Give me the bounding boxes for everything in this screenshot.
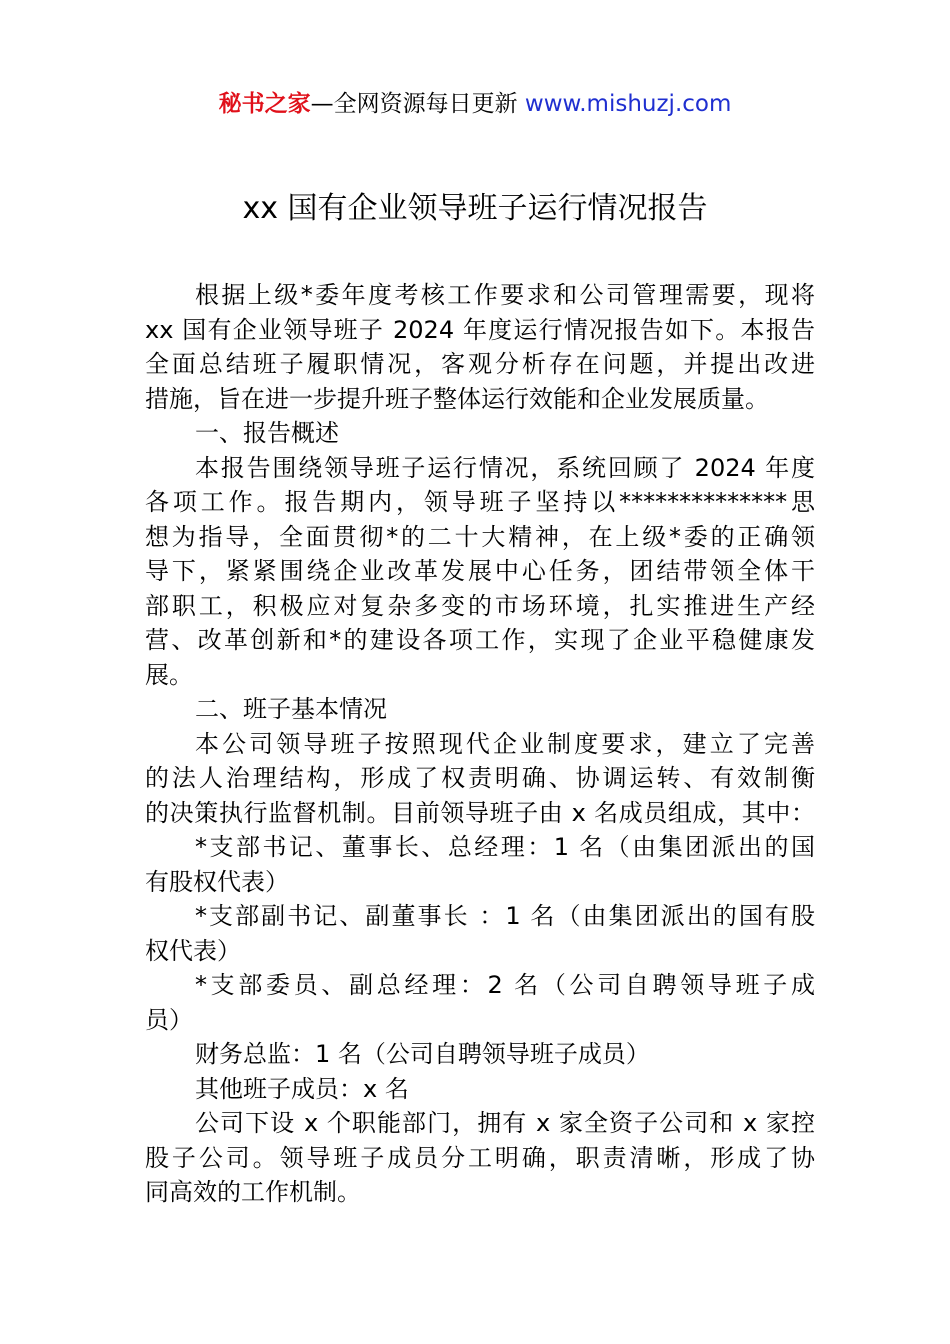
body-text-line: 本公司领导班子按照现代企业制度要求，建立了完善 xyxy=(195,729,815,758)
site-url-link[interactable]: www.mishuzj.com xyxy=(524,91,732,117)
body-text-line: xx 国有企业领导班子 2024 年度运行情况报告如下。本报告 xyxy=(145,315,815,344)
body-text-line: 根据上级*委年度考核工作要求和公司管理需要，现将 xyxy=(195,281,815,309)
body-text-line: 营、改革创新和*的建设各项工作，实现了企业平稳健康发 xyxy=(145,626,815,654)
body-text-line: 财务总监：1 名（公司自聘领导班子成员） xyxy=(195,1040,650,1068)
body-text-line: 各项工作。报告期内，领导班子坚持以**************思 xyxy=(145,488,815,516)
body-text-line: 二、班子基本情况 xyxy=(195,695,387,723)
body-text-line: 员） xyxy=(145,1005,193,1034)
body-text-line: 导下，紧紧围绕企业改革发展中心任务，团结带领全体干 xyxy=(145,557,815,585)
body-text-line: 部职工，积极应对复杂多变的市场环境，扎实推进生产经 xyxy=(145,591,815,620)
body-text-line: *支部副书记、副董事长 ：1 名（由集团派出的国有股 xyxy=(195,902,815,930)
body-text-line: 一、报告概述 xyxy=(195,419,339,447)
body-text-line: 的法人治理结构，形成了权责明确、协调运转、有效制衡 xyxy=(145,764,815,792)
body-text-line: 权代表） xyxy=(145,936,241,965)
body-text-line: 同高效的工作机制。 xyxy=(145,1178,361,1206)
body-text-line: *支部书记、董事长、总经理：1 名（由集团派出的国 xyxy=(195,833,815,861)
body-text-line: 其他班子成员：x 名 xyxy=(195,1074,409,1103)
body-text-line: 展。 xyxy=(145,660,193,689)
document-body xyxy=(145,278,815,1210)
body-text-line: 措施，旨在进一步提升班子整体运行效能和企业发展质量。 xyxy=(145,384,769,413)
body-text-line: 全面总结班子履职情况，客观分析存在问题，并提出改进 xyxy=(145,350,815,378)
site-header xyxy=(0,86,950,122)
document-title: xx 国有企业领导班子运行情况报告 xyxy=(242,191,708,226)
body-text-line: 想为指导，全面贯彻*的二十大精神，在上级*委的正确领 xyxy=(145,522,815,551)
body-text-line: 有股权代表） xyxy=(145,867,289,896)
body-text-line: *支部委员、副总经理：2 名（公司自聘领导班子成 xyxy=(195,971,815,999)
body-text-line: 公司下设 x 个职能部门，拥有 x 家全资子公司和 x 家控 xyxy=(195,1109,815,1137)
brand-name: 秘书之家 xyxy=(218,91,311,117)
body-text-line: 股子公司。领导班子成员分工明确，职责清晰，形成了协 xyxy=(145,1143,815,1172)
body-text-line: 本报告围绕领导班子运行情况，系统回顾了 2024 年度 xyxy=(195,453,815,482)
header-tagline: —全网资源每日更新 xyxy=(310,91,518,117)
body-text-line: 的决策执行监督机制。目前领导班子由 x 名成员组成，其中： xyxy=(145,798,815,827)
